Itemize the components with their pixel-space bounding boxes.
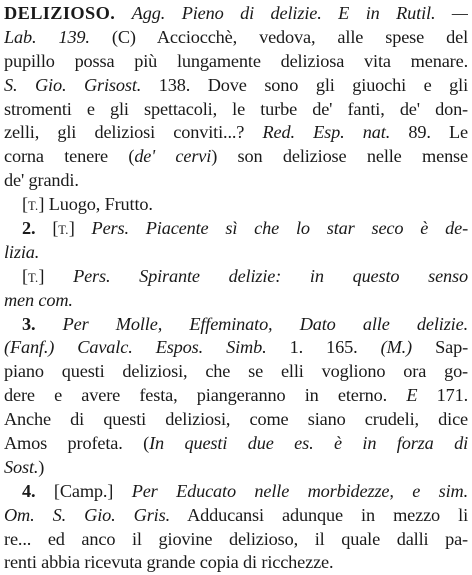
entry-line xyxy=(4,480,468,504)
quotation-text: ) son deliziose nelle mense xyxy=(211,146,468,167)
sense-number: 4. xyxy=(22,480,36,501)
entry-line xyxy=(4,193,468,217)
sense-number: 2. xyxy=(22,218,36,239)
editor-note: In questi due es. è in forza di xyxy=(149,433,468,454)
quotation-text: piano questi deliziosi, che se elli vogliono ora go- xyxy=(4,361,468,382)
quotation-text: pupillo possa più lungamente deliziosa vita menare. xyxy=(4,50,468,71)
definition-text: Pieno di delizie. E in Rutil. — xyxy=(181,3,468,23)
citation-number: 1. 165. xyxy=(289,337,358,358)
source-tag: (M.) xyxy=(380,337,412,358)
definition-text: Per Molle, Effeminato, Dato alle delizie. xyxy=(62,313,468,334)
citation-source: Om. S. Gio. Gris. xyxy=(4,504,170,525)
entry-line xyxy=(4,313,468,337)
tommaseo-tag: [T.] xyxy=(52,218,75,239)
citation-source: Lab. 139. xyxy=(4,26,90,47)
entry-line xyxy=(4,217,468,241)
entry-line xyxy=(4,408,468,432)
quotation-text: 89. Le xyxy=(408,122,468,143)
citation-source: Red. Esp. nat. xyxy=(262,122,391,143)
entry-line xyxy=(4,289,468,313)
quotation-text: dere e avere festa, piangeranno in eterno. xyxy=(4,385,388,406)
part-of-speech: Agg. xyxy=(131,3,166,23)
quotation-text: Amos profeta. ( xyxy=(4,433,150,454)
quotation-text: renti abbia ricevuta grande copia di ricchezze. xyxy=(4,552,334,573)
quotation-text: 138. Dove sono gli giuochi e gli xyxy=(158,74,468,95)
quotation-text: Adducansi adunque in mezzo li xyxy=(187,504,468,525)
quotation-text: ) xyxy=(38,456,45,477)
definition-text: Luogo, Frutto. xyxy=(48,194,153,215)
entry-line xyxy=(4,145,468,169)
definition-text: men com. xyxy=(4,289,73,310)
quotation-text: Acciocchè, vedova, alle spese del xyxy=(156,26,468,47)
citation-number: 171. xyxy=(436,385,468,406)
definition-text: lizia. xyxy=(4,241,40,262)
tommaseo-tag: [T.] xyxy=(22,194,45,215)
headword: DELIZIOSO. xyxy=(4,3,116,23)
source-tag: [Camp.] xyxy=(53,480,114,501)
entry-line xyxy=(4,432,468,456)
entry-line xyxy=(4,456,468,480)
entry-line xyxy=(4,98,468,122)
citation-source: S. Gio. Grisost. xyxy=(4,74,142,95)
tommaseo-tag: [T.] xyxy=(22,265,45,286)
quotation-text: Sap- xyxy=(435,337,468,358)
definition-text: Pers. Piacente sì che lo star seco è de- xyxy=(91,218,468,239)
entry-line xyxy=(4,265,468,289)
definition-text: Pers. Spirante delizie: in questo senso xyxy=(73,265,468,286)
entry-line xyxy=(4,2,468,26)
definition-text: Per Educato nelle morbidezze, e sim. xyxy=(131,480,468,501)
entry-line xyxy=(4,241,468,265)
entry-line xyxy=(4,169,468,193)
entry-line xyxy=(4,74,468,98)
entry-line xyxy=(4,336,468,360)
entry-line xyxy=(4,551,468,575)
entry-line xyxy=(4,384,468,408)
editor-note: Sost. xyxy=(4,456,39,477)
quotation-text: de' grandi. xyxy=(4,170,79,191)
quotation-text: corna tenere ( xyxy=(4,146,135,167)
entry-line xyxy=(4,26,468,50)
quotation-text: Anche di questi deliziosi, come siano crudeli, dice xyxy=(4,409,468,430)
entry-line xyxy=(4,360,468,384)
citation-source: E xyxy=(406,385,418,406)
entry-line xyxy=(4,121,468,145)
entry-line xyxy=(4,50,468,74)
dictionary-entry xyxy=(4,2,468,575)
quotation-text: stromenti e gli spettacoli, le turbe de' fanti, de' don- xyxy=(4,98,468,119)
source-tag: (C) xyxy=(111,26,136,47)
citation-source: (Fanf.) Cavalc. Espos. Simb. xyxy=(4,337,267,358)
entry-line xyxy=(4,504,468,528)
quotation-text: re... ed anco il giovine delizioso, il quale dalli pa- xyxy=(4,528,468,549)
quotation-text: zelli, gli deliziosi conviti...? xyxy=(4,122,245,143)
sense-number: 3. xyxy=(22,313,36,334)
gloss-italic: de' cervi xyxy=(134,146,212,167)
entry-line xyxy=(4,528,468,552)
